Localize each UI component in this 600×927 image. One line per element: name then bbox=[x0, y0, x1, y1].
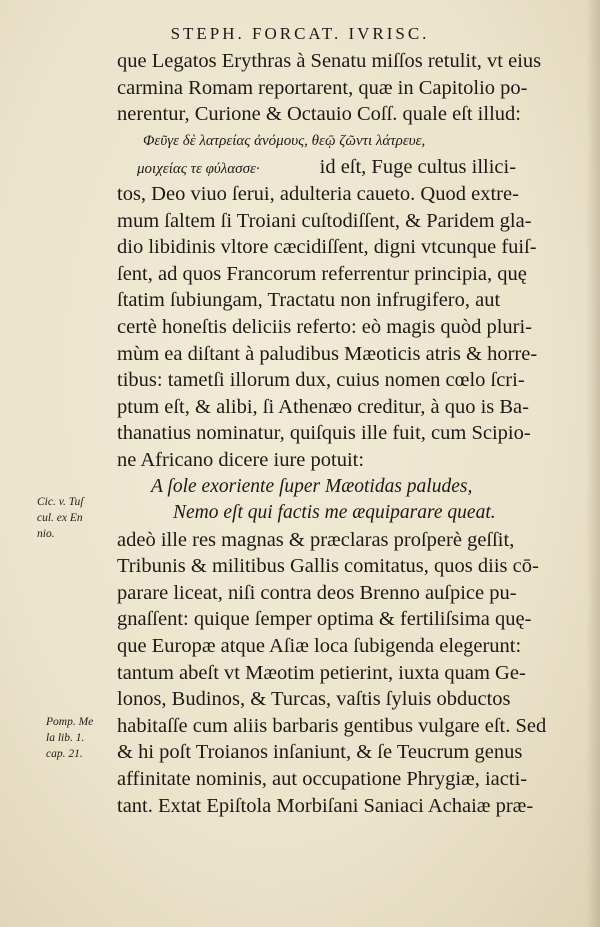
margin-note-line: nio. bbox=[37, 528, 55, 540]
text-line-23: habitaſſe cum aliis barbaris gentibus vulgare eſt. Sed bbox=[117, 714, 547, 737]
text-line-20: que Europæ atque Aſiæ loca ſubigenda elegerunt: bbox=[117, 635, 522, 658]
text-line-22: lonos, Budinos, & Turcas, vaſtis ſyluis obductos bbox=[117, 688, 511, 711]
page-edge-shadow bbox=[586, 0, 600, 927]
text-line-9: ſtatim ſubiungam, Tractatu non infrugifero, aut bbox=[117, 289, 501, 312]
running-header: STEPH. FORCAT. IVRISC. bbox=[170, 24, 430, 43]
margin-note-line: Cic. v. Tuſ bbox=[37, 496, 84, 508]
text-line-12: tibus: tametſi illorum dux, cuius nomen cœlo ſcri- bbox=[117, 369, 525, 392]
margin-note-cicero bbox=[37, 494, 83, 542]
greek-verse-line-2 bbox=[117, 154, 572, 181]
text-line-4-latin: id eſt, Fuge cultus illici- bbox=[319, 156, 517, 179]
margin-note-line: la lib. 1. bbox=[46, 732, 85, 744]
text-line-21: tantum abeſt vt Mæotim petierint, iuxta quam Ge- bbox=[117, 661, 526, 684]
margin-note-line: cap. 21. bbox=[46, 748, 83, 760]
greek-verse-fragment: μοιχείας τε φύλασσε· bbox=[137, 161, 260, 178]
text-line-14: thanatius nominatur, quiſquis ille fuit, cum Scipio- bbox=[117, 422, 531, 445]
latin-verse-line-1: A ſole exoriente ſuper Mæotidas paludes, bbox=[151, 475, 473, 497]
text-line-13: ptum eſt, & alibi, ſi Athenæo creditur, à quo is Ba- bbox=[117, 395, 529, 418]
text-line-24: & hi poſt Troianos inſaniunt, & ſe Teucrum genus bbox=[117, 741, 523, 764]
text-line-3: nerentur, Curione & Octauio Coſſ. quale eſt illud: bbox=[117, 103, 521, 126]
text-line-10: certè honeſtis deliciis referto: eò magis quòd pluri- bbox=[117, 315, 532, 338]
greek-verse-line-1: Φεῦγε δὲ λατρείας ἀνόμους, θεῷ ζῶντι λάτρευε, bbox=[143, 132, 426, 149]
text-line-1: que Legatos Erythras à Senatu miſſos retulit, vt eius bbox=[117, 50, 542, 72]
text-line-5: tos, Deo viuo ſerui, adulteria caueto. Quod extre- bbox=[117, 182, 519, 205]
latin-verse-line-2: Nemo eſt qui factis me æquiparare queat. bbox=[173, 502, 496, 524]
text-line-2: carmina Romam reportarent, quæ in Capitolio po- bbox=[117, 76, 528, 99]
text-line-18: parare liceat, niſi contra deos Brenno auſpice pu- bbox=[117, 581, 517, 604]
text-line-7: dio libidinis vltore cæcidiſſent, digni vtcunque fuiſ- bbox=[117, 236, 537, 259]
text-line-16: adeò ille res magnas & præclaras proſperè geſſit, bbox=[117, 528, 515, 551]
text-line-26: tant. Extat Epiſtola Morbiſani Saniaci Achaiæ præ- bbox=[117, 794, 534, 817]
text-line-19: gnaſſent: quique ſemper optima & fertiliſsima quę- bbox=[117, 608, 532, 631]
text-line-17: Tribunis & militibus Gallis comitatus, quos diis cō- bbox=[117, 555, 539, 578]
body-text bbox=[117, 48, 572, 819]
text-line-6: mum ſaltem ſi Troiani cuſtodiſſent, & Paridem gla- bbox=[117, 209, 532, 232]
text-line-11: mùm ea diſtant à paludibus Mæoticis atris & horre- bbox=[117, 342, 538, 365]
text-line-25: affinitate nominis, aut occupatione Phrygiæ, iacti- bbox=[117, 768, 528, 791]
margin-note-line: cul. ex En bbox=[37, 512, 83, 524]
margin-note-pomponius-mela bbox=[46, 714, 93, 762]
text-line-15: ne Africano dicere iure potuit: bbox=[117, 448, 365, 471]
margin-note-line: Pomp. Me bbox=[46, 716, 94, 728]
text-line-8: ſent, ad quos Francorum referrentur principia, quę bbox=[117, 262, 527, 285]
